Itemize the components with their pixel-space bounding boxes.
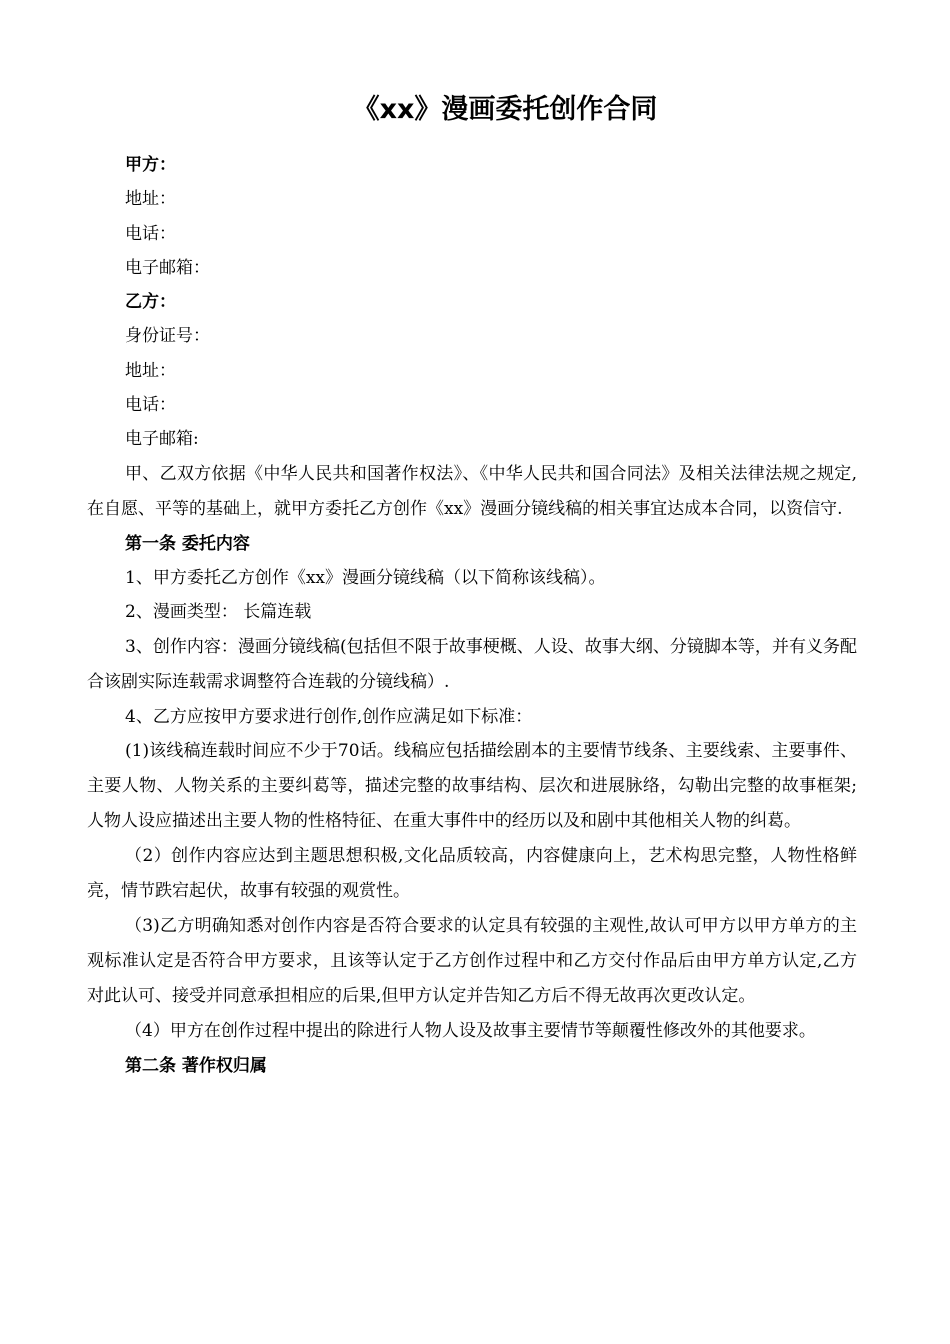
party-a-phone: 电话： [125, 223, 176, 244]
article1-item3: 3、创作内容：漫画分镜线稿(包括但不限于故事梗概、人设、故事大纲、分镜脚本等，并有义务配合该剧实际连载需求调整符合连载的分镜线稿）. [87, 636, 857, 692]
article1-sub4: （4）甲方在创作过程中提出的除进行人物人设及故事主要情节等颠覆性修改外的其他要求。 [125, 1020, 816, 1041]
party-b-email: 电子邮箱: [125, 429, 199, 450]
article1-sub1: (1)该线稿连载时间应不少于70话。线稿应包括描绘剧本的主要情节线条、主要线索、主要事件、主要人物、人物关系的主要纠葛等，描述完整的故事结构、层次和进展脉络，勾勒出完整的故事框架;人物人设应描述出主要人物的性格特征、在重大事件中的经历以及和剧中其他相关人物的纠葛。 [87, 740, 857, 831]
party-a-address: 地址： [125, 189, 176, 210]
article1-item4: 4、乙方应按甲方要求进行创作,创作应满足如下标准： [125, 706, 533, 727]
party-a-email: 电子邮箱： [125, 257, 210, 278]
preamble-paragraph: 甲、乙双方依据《中华人民共和国著作权法》、《中华人民共和国合同法》及相关法律法规之规定,在自愿、平等的基础上，就甲方委托乙方创作《xx》漫画分镜线稿的相关事宜达成本合同，以资信守. [87, 463, 857, 519]
article1-sub3: （3)乙方明确知悉对创作内容是否符合要求的认定具有较强的主观性,故认可甲方以甲方单方的主观标准认定是否符合甲方要求，且该等认定于乙方创作过程中和乙方交付作品后由甲方单方认定,乙方对此认可、接受并同意承担相应的后果,但甲方认定并告知乙方后不得无故再次更改认定。 [87, 915, 857, 1006]
contract-title: 《xx》漫画委托创作合同 [352, 94, 658, 125]
article1-sub2: （2）创作内容应达到主题思想积极,文化品质较高，内容健康向上，艺术构思完整，人物性格鲜亮，情节跌宕起伏，故事有较强的观赏性。 [87, 845, 857, 901]
article1-heading: 第一条 委托内容 [125, 533, 250, 554]
party-a-label: 甲方： [125, 155, 176, 175]
party-b-phone: 电话： [125, 395, 176, 416]
party-b-address: 地址： [125, 360, 176, 381]
article2-heading: 第二条 著作权归属 [125, 1055, 267, 1076]
article1-item1: 1、甲方委托乙方创作《xx》漫画分镜线稿（以下简称该线稿）。 [125, 567, 606, 588]
contract-body [87, 148, 857, 1083]
article1-item2: 2、漫画类型： 长篇连载 [125, 602, 312, 623]
party-b-id-number: 身份证号： [125, 326, 210, 347]
party-b-label: 乙方： [125, 292, 176, 313]
